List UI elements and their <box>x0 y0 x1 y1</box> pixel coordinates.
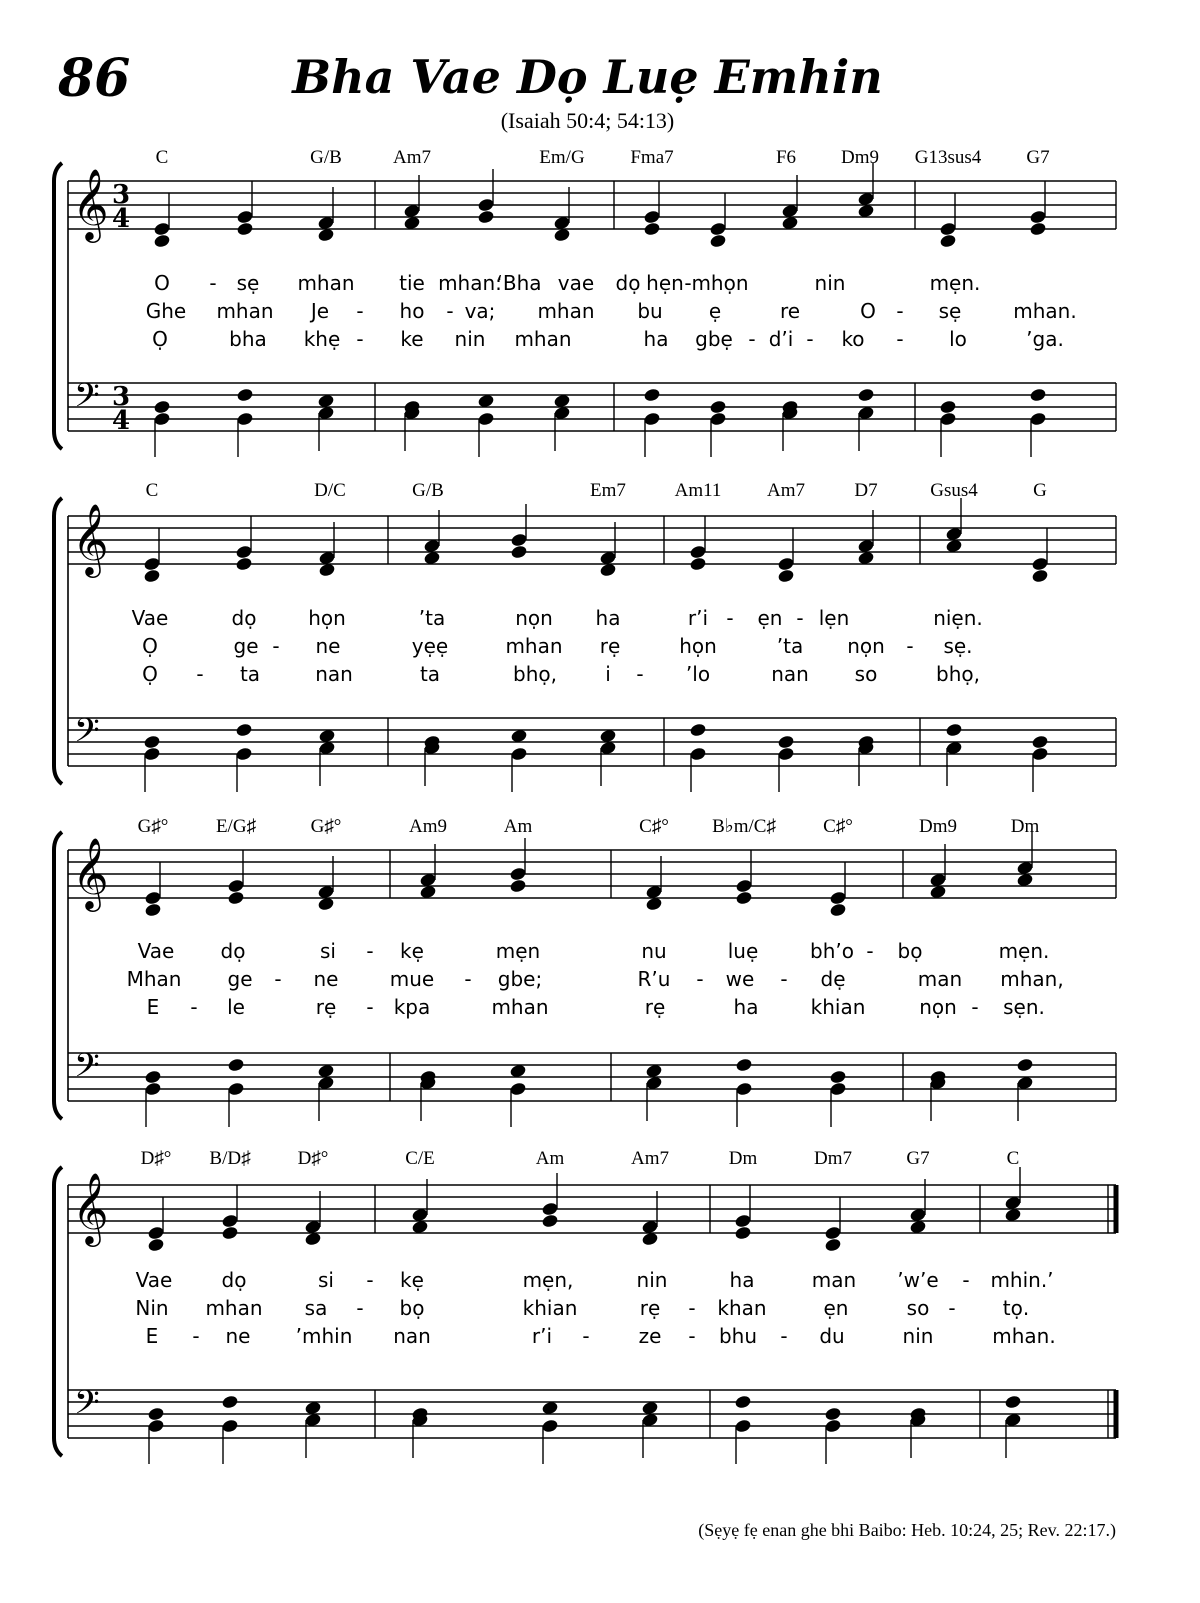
lyric-syllable: ha <box>595 606 621 630</box>
lyric-syllable: Ọ <box>142 634 158 658</box>
lyric-syllable: gbe; <box>497 967 543 991</box>
hymn-title: Bha Vae Dọ Luẹ Emhin <box>292 50 883 104</box>
lyric-syllable: - <box>196 662 204 686</box>
lyric-syllable: họn <box>308 606 346 630</box>
treble-notehead <box>147 1237 165 1252</box>
lyric-syllable: - <box>366 995 374 1019</box>
lyric-syllable: - <box>948 1296 956 1320</box>
lyric-syllable: ’ta <box>418 606 446 630</box>
lyric-syllable: i <box>605 662 611 686</box>
lyric-syllable: - <box>748 327 756 351</box>
lyric-syllable: r’i <box>531 1324 553 1348</box>
lyric-syllable: khian <box>810 995 866 1019</box>
lyric-syllable: khẹ <box>303 327 341 351</box>
lyric-syllable: E <box>146 995 160 1019</box>
lyric-syllable: nan <box>393 1324 431 1348</box>
chord-symbol: Am7 <box>631 1148 669 1169</box>
lyric-syllable: sẹ. <box>943 634 973 658</box>
lyric-syllable: ’w’e <box>897 1268 939 1292</box>
lyric-syllable: O <box>154 271 170 295</box>
lyric-syllable: tọ. <box>1002 1296 1030 1320</box>
lyric-syllable: d’i <box>768 327 794 351</box>
lyric-syllable: - <box>896 327 904 351</box>
lyric-syllable: ha <box>733 995 759 1019</box>
lyric-syllable: - <box>688 1324 696 1348</box>
lyric-syllable: mẹn <box>495 939 541 963</box>
lyric-syllable: nan <box>315 662 353 686</box>
lyric-syllable: si <box>320 939 336 963</box>
lyric-syllable: sa <box>304 1296 328 1320</box>
lyric-syllable: le <box>227 995 245 1019</box>
lyric-syllable: - <box>684 271 692 295</box>
lyric-syllable: gbẹ <box>695 327 733 351</box>
lyric-syllable: nin <box>636 1268 668 1292</box>
lyric-syllable: nọn <box>515 606 553 630</box>
lyric-syllable: ’mhin <box>295 1324 353 1348</box>
lyric-syllable: ko <box>841 327 865 351</box>
lyric-syllable: - <box>356 299 364 323</box>
lyric-syllable: - <box>688 1296 696 1320</box>
lyric-syllable: mẹn. <box>929 271 981 295</box>
chord-symbol: Em7 <box>590 480 626 501</box>
chord-symbol: Am7 <box>767 480 805 501</box>
lyric-syllable: Vae <box>137 939 175 963</box>
chord-symbol: Gsus4 <box>930 480 978 501</box>
treble-notehead <box>777 568 795 583</box>
lyric-syllable: - <box>636 662 644 686</box>
chord-symbol: Dm9 <box>841 147 879 168</box>
lyric-syllable: rẹ <box>644 995 666 1019</box>
lyric-syllable: mhin.’ <box>990 1268 1054 1292</box>
chord-symbol: C <box>155 147 169 168</box>
lyric-syllable: dọ <box>231 606 257 630</box>
lyric-syllable: - <box>366 939 374 963</box>
chord-symbol: Dm7 <box>814 1148 852 1169</box>
lyric-syllable: ke <box>400 327 424 351</box>
lyric-syllable: - <box>192 1324 200 1348</box>
lyric-syllable: bhu <box>718 1324 758 1348</box>
lyric-syllable: nin <box>814 271 846 295</box>
chord-symbol: G/B <box>310 147 342 168</box>
lyric-syllable: kẹ <box>400 939 424 963</box>
lyric-syllable: ta <box>419 662 441 686</box>
lyric-syllable: - <box>696 967 704 991</box>
lyric-syllable: lo <box>949 327 967 351</box>
lyric-syllable: - <box>796 606 804 630</box>
lyric-syllable: man <box>917 967 963 991</box>
lyric-syllable: ne <box>225 1324 251 1348</box>
chord-symbol: Am7 <box>393 147 431 168</box>
lyric-syllable: ne <box>315 634 341 658</box>
chord-symbol: Dm9 <box>919 816 957 837</box>
system-brace <box>54 498 62 784</box>
lyric-syllable: mhan <box>505 634 563 658</box>
chord-symbol: C♯° <box>823 816 853 837</box>
lyric-syllable: ha <box>729 1268 755 1292</box>
chord-symbol: D7 <box>854 480 878 501</box>
lyric-syllable: ẹ <box>708 299 722 323</box>
lyric-syllable: rẹ <box>599 634 621 658</box>
bass-time-top: 3 <box>112 382 131 412</box>
scripture-reference: (Isaiah 50:4; 54:13) <box>500 108 675 133</box>
chord-symbol: D/C <box>314 480 346 501</box>
treble-staff <box>68 181 1116 229</box>
treble-notehead <box>824 1237 842 1252</box>
lyric-syllable: khian <box>522 1296 578 1320</box>
lyric-syllable: - <box>866 939 874 963</box>
chord-symbol: C <box>1006 1148 1020 1169</box>
lyric-syllable: E <box>145 1324 159 1348</box>
treble-time-bottom: 4 <box>112 204 131 234</box>
lyric-syllable: nọn <box>919 995 957 1019</box>
lyric-syllable: mẹn. <box>998 939 1050 963</box>
system-4 <box>54 1148 1116 1464</box>
lyric-syllable: bha <box>229 327 267 351</box>
chord-symbol: Dm <box>1010 816 1040 837</box>
lyric-syllable: man <box>811 1268 857 1292</box>
chord-symbol: D♯° <box>297 1148 329 1169</box>
lyric-syllable: - <box>356 1296 364 1320</box>
lyric-syllable: luẹ <box>727 939 759 963</box>
lyric-syllable: - <box>209 271 217 295</box>
lyric-syllable: niẹn. <box>933 606 983 630</box>
lyric-syllable: bu <box>637 299 663 323</box>
lyric-syllable: - <box>582 1324 590 1348</box>
lyric-syllable: ha <box>643 327 669 351</box>
lyric-syllable: du <box>819 1324 845 1348</box>
lyric-syllable: mhọn <box>691 271 749 295</box>
chord-symbol: Am11 <box>674 480 722 501</box>
lyric-syllable: ‘Bha <box>496 271 542 295</box>
treble-notehead <box>153 233 171 248</box>
chord-symbol: G♯° <box>137 816 169 837</box>
lyric-syllable: ge <box>227 967 253 991</box>
chord-symbol: Dm <box>728 1148 758 1169</box>
lyric-syllable: lẹn <box>818 606 850 630</box>
lyric-syllable: bh’o <box>810 939 854 963</box>
lyric-syllable: khan <box>717 1296 767 1320</box>
system-2 <box>54 480 1116 792</box>
hymn-number: 86 <box>58 48 131 109</box>
lyric-syllable: Je <box>310 299 330 323</box>
bass-clef-icon: 𝄢 <box>74 1047 100 1093</box>
treble-clef-icon: 𝄞 <box>72 836 109 909</box>
chord-symbol: G♯° <box>310 816 342 837</box>
lyric-syllable: dọ <box>615 271 641 295</box>
lyric-syllable: - <box>896 299 904 323</box>
lyric-syllable: mhan. <box>1013 299 1077 323</box>
lyric-syllable: Ọ <box>152 327 168 351</box>
lyric-syllable: họn <box>679 634 717 658</box>
lyric-syllable: O <box>860 299 876 323</box>
treble-notehead <box>143 568 161 583</box>
lyric-syllable: bhọ, <box>513 662 557 686</box>
treble-notehead <box>144 902 162 917</box>
lyric-syllable: ta <box>239 662 261 686</box>
lyric-syllable: ’ga. <box>1026 327 1064 351</box>
lyric-syllable: ge <box>233 634 259 658</box>
lyric-syllable: va; <box>464 299 496 323</box>
lyric-syllable: ho <box>399 299 425 323</box>
lyric-syllable: r’i <box>687 606 709 630</box>
bass-staff <box>68 383 1116 431</box>
chord-symbol: D♯° <box>140 1148 172 1169</box>
treble-clef-icon: 𝄞 <box>72 167 109 240</box>
lyric-syllable: ẹn <box>757 606 783 630</box>
lyric-syllable: sẹn. <box>1003 995 1045 1019</box>
lyric-syllable: re <box>779 299 801 323</box>
lyric-syllable: - <box>971 995 979 1019</box>
treble-notehead <box>939 233 957 248</box>
lyric-syllable: mẹn, <box>522 1268 574 1292</box>
treble-clef-icon: 𝄞 <box>72 1171 109 1244</box>
chord-symbol: G/B <box>412 480 444 501</box>
lyric-syllable: nin <box>454 327 486 351</box>
lyric-syllable: nin <box>902 1324 934 1348</box>
lyric-syllable: rẹ <box>315 995 337 1019</box>
chord-symbol: C/E <box>405 1148 435 1169</box>
lyric-syllable: - <box>780 1324 788 1348</box>
lyric-syllable: ne <box>313 967 339 991</box>
lyric-syllable: kpa <box>393 995 431 1019</box>
lyric-syllable: hẹn <box>646 271 684 295</box>
lyric-syllable: - <box>464 967 472 991</box>
lyric-syllable: - <box>272 634 280 658</box>
treble-notehead <box>829 902 847 917</box>
lyric-syllable: - <box>274 967 282 991</box>
lyric-syllable: - <box>366 1268 374 1292</box>
lyric-syllable: kẹ <box>400 1268 424 1292</box>
lyric-syllable: mhan, <box>1000 967 1064 991</box>
lyric-syllable: dọ <box>221 1268 247 1292</box>
chord-symbol: G13sus4 <box>914 147 982 168</box>
system-brace <box>54 832 62 1119</box>
bass-clef-icon: 𝄢 <box>74 377 100 423</box>
lyric-syllable: - <box>906 634 914 658</box>
treble-notehead <box>1031 568 1049 583</box>
lyric-syllable: - <box>780 967 788 991</box>
chord-symbol: G7 <box>1026 147 1050 168</box>
chord-symbol: B/D♯ <box>209 1148 251 1169</box>
lyric-syllable: mhan <box>514 327 572 351</box>
chord-symbol: Am <box>535 1148 565 1169</box>
chord-symbol: Fma7 <box>630 147 674 168</box>
lyric-syllable: Vae <box>131 606 169 630</box>
bass-clef-icon: 𝄢 <box>74 712 100 758</box>
lyric-syllable: - <box>356 327 364 351</box>
lyric-syllable: nu <box>641 939 667 963</box>
chord-symbol: G7 <box>906 1148 930 1169</box>
lyric-syllable: mue <box>389 967 435 991</box>
lyric-syllable: so <box>854 662 878 686</box>
lyric-syllable: R’u <box>637 967 671 991</box>
treble-clef-icon: 𝄞 <box>72 502 109 575</box>
lyric-syllable: mhan <box>216 299 274 323</box>
chord-symbol: Am <box>503 816 533 837</box>
chord-symbol: C♯° <box>639 816 669 837</box>
lyric-syllable: vae <box>557 271 595 295</box>
chord-symbol: C <box>145 480 159 501</box>
footer-references: (Sẹyẹ fẹ enan ghe bhi Baibo: Heb. 10:24, 25; Rev. 22:17.) <box>698 1520 1116 1540</box>
treble-staff <box>68 850 1116 898</box>
lyric-syllable: ’ta <box>776 634 804 658</box>
lyric-syllable: yẹẹ <box>411 634 449 658</box>
lyric-syllable: mhan <box>205 1296 263 1320</box>
lyric-syllable: - <box>446 299 454 323</box>
lyric-syllable: sẹ <box>236 271 260 295</box>
lyric-syllable: mhan: <box>438 271 502 295</box>
lyric-syllable: - <box>962 1268 970 1292</box>
lyric-syllable: - <box>806 327 814 351</box>
lyric-syllable: so <box>906 1296 930 1320</box>
bass-clef-icon: 𝄢 <box>74 1384 100 1430</box>
lyric-syllable: mhan <box>537 299 595 323</box>
lyric-syllable: mhan. <box>992 1324 1056 1348</box>
chord-symbol: B♭m/C♯ <box>712 816 776 837</box>
chord-symbol: E/G♯ <box>215 816 257 837</box>
lyric-syllable: we <box>725 967 755 991</box>
lyric-syllable: Nin <box>135 1296 169 1320</box>
lyric-syllable: dọ <box>220 939 246 963</box>
lyric-syllable: Ọ <box>142 662 158 686</box>
chord-symbol: Am9 <box>409 816 447 837</box>
lyric-syllable: ẹn <box>823 1296 849 1320</box>
lyric-syllable: si <box>318 1268 334 1292</box>
treble-notehead <box>709 233 727 248</box>
chord-symbol: G <box>1033 480 1047 501</box>
lyric-syllable: bọ <box>897 939 923 963</box>
lyric-syllable: mhan <box>491 995 549 1019</box>
lyric-syllable: bọ <box>399 1296 425 1320</box>
lyric-syllable: mhan <box>297 271 355 295</box>
treble-time-top: 3 <box>112 180 131 210</box>
bass-time-bottom: 4 <box>112 406 131 436</box>
lyric-syllable: nọn <box>847 634 885 658</box>
lyric-syllable: ’lo <box>685 662 711 686</box>
lyric-syllable: Ghe <box>145 299 187 323</box>
system-brace <box>54 163 62 449</box>
lyric-syllable: Mhan <box>126 967 182 991</box>
chord-symbol: F6 <box>775 147 797 168</box>
lyric-syllable: tie <box>399 271 425 295</box>
treble-staff <box>68 516 1116 564</box>
lyric-syllable: - <box>190 995 198 1019</box>
system-brace <box>54 1167 62 1456</box>
chord-symbol: Em/G <box>539 147 585 168</box>
lyric-syllable: dẹ <box>820 967 846 991</box>
lyric-syllable: Vae <box>135 1268 173 1292</box>
lyric-syllable: sẹ <box>938 299 962 323</box>
lyric-syllable: ze <box>638 1324 662 1348</box>
lyric-syllable: nan <box>771 662 809 686</box>
lyric-syllable: - <box>726 606 734 630</box>
bass-staff <box>68 1053 1116 1101</box>
lyric-syllable: bhọ, <box>936 662 980 686</box>
lyric-syllable: rẹ <box>639 1296 661 1320</box>
